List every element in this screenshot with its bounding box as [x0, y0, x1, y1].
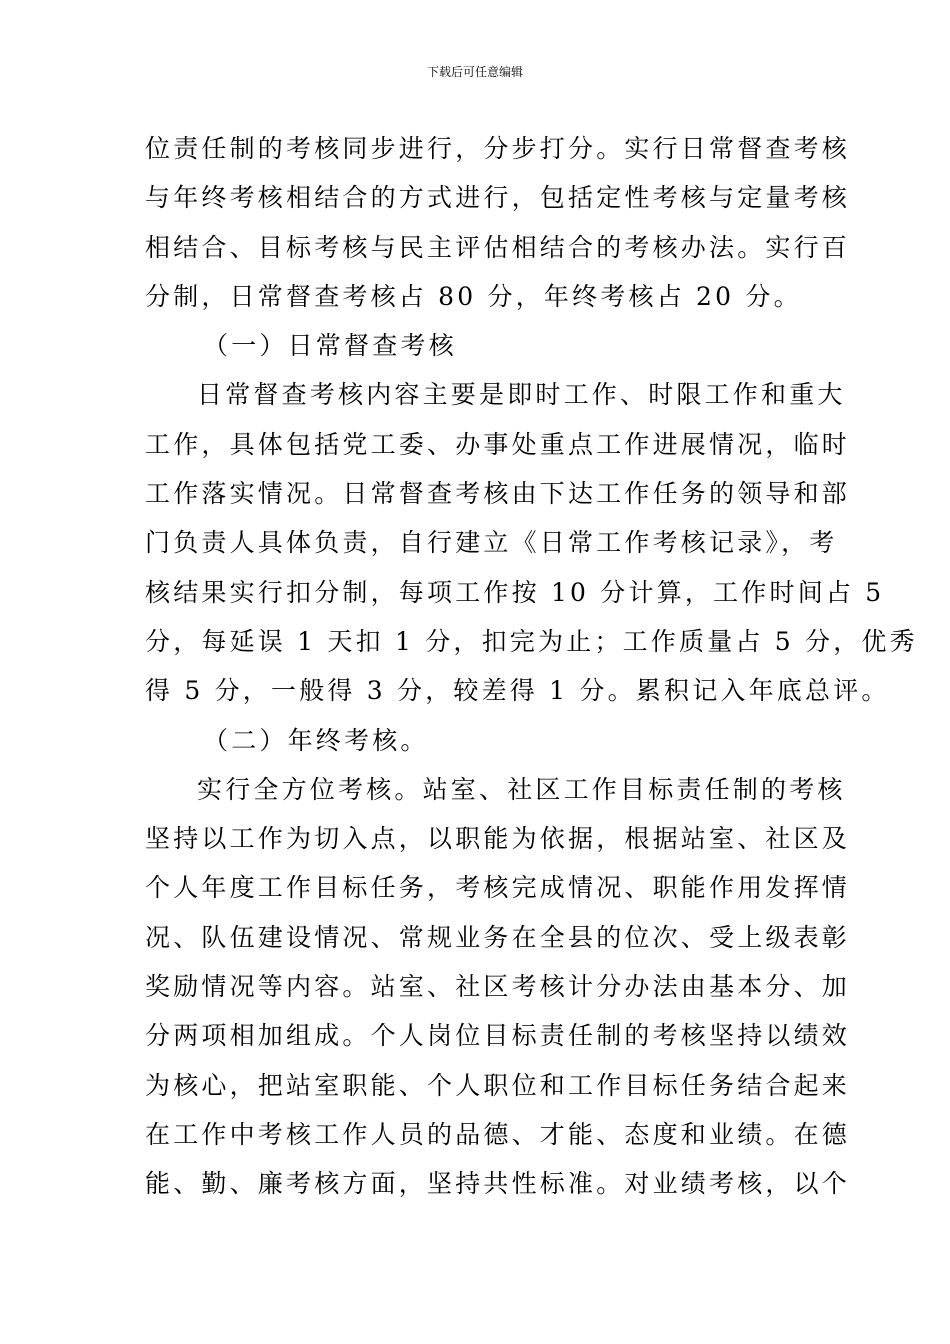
paragraph-line: 得 5 分，一般得 3 分，较差得 1 分。累积记入年底总评。	[145, 676, 890, 706]
paragraph-line: 分，每延误 1 天扣 1 分，扣完为止；工作质量占 5 分，优秀	[145, 626, 918, 656]
document-body	[145, 124, 918, 1209]
paragraph-line: 为核心，把站室职能、个人职位和工作目标任务结合起来	[145, 1070, 851, 1100]
paragraph-line: 分两项相加组成。个人岗位目标责任制的考核坚持以绩效	[145, 1021, 851, 1051]
page-header-note: 下载后可任意编辑	[426, 65, 523, 79]
section-heading: （一）日常督查考核	[203, 331, 457, 361]
paragraph-line: 相结合、目标考核与民主评估相结合的考核办法。实行百	[145, 232, 851, 262]
paragraph-line: 位责任制的考核同步进行，分步打分。实行日常督查考核	[145, 134, 851, 163]
paragraph-line: 工作，具体包括党工委、办事处重点工作进展情况，临时	[145, 429, 851, 459]
paragraph-line: 在工作中考核工作人员的品德、才能、态度和业绩。在德	[145, 1119, 851, 1149]
paragraph-line: 坚持以工作为切入点，以职能为依据，根据站室、社区及	[145, 824, 851, 854]
paragraph-line: 核结果实行扣分制，每项工作按 10 分计算，工作时间占 5	[145, 577, 885, 607]
paragraph-line: 与年终考核相结合的方式进行，包括定性考核与定量考核	[145, 183, 851, 213]
paragraph-line: 日常督查考核内容主要是即时工作、时限工作和重大	[197, 380, 846, 410]
paragraph-line: 门负责人具体负责，自行建立《日常工作考核记录》，考	[145, 528, 838, 558]
paragraph-line: 能、勤、廉考核方面，坚持共性标准。对业绩考核，以个	[145, 1169, 851, 1199]
paragraph-line: 实行全方位考核。站室、社区工作目标责任制的考核	[197, 774, 846, 804]
paragraph-line: 奖励情况等内容。站室、社区考核计分办法由基本分、加	[145, 972, 851, 1002]
paragraph-line: 况、队伍建设情况、常规业务在全县的位次、受上级表彰	[145, 922, 851, 952]
paragraph-line: 分制，日常督查考核占 80 分，年终考核占 20 分。	[145, 281, 802, 311]
paragraph-line: 工作落实情况。日常督查考核由下达工作任务的领导和部	[145, 479, 851, 509]
paragraph-line: 个人年度工作目标任务，考核完成情况、职能作用发挥情	[145, 873, 851, 903]
section-heading: （二）年终考核。	[203, 725, 429, 755]
